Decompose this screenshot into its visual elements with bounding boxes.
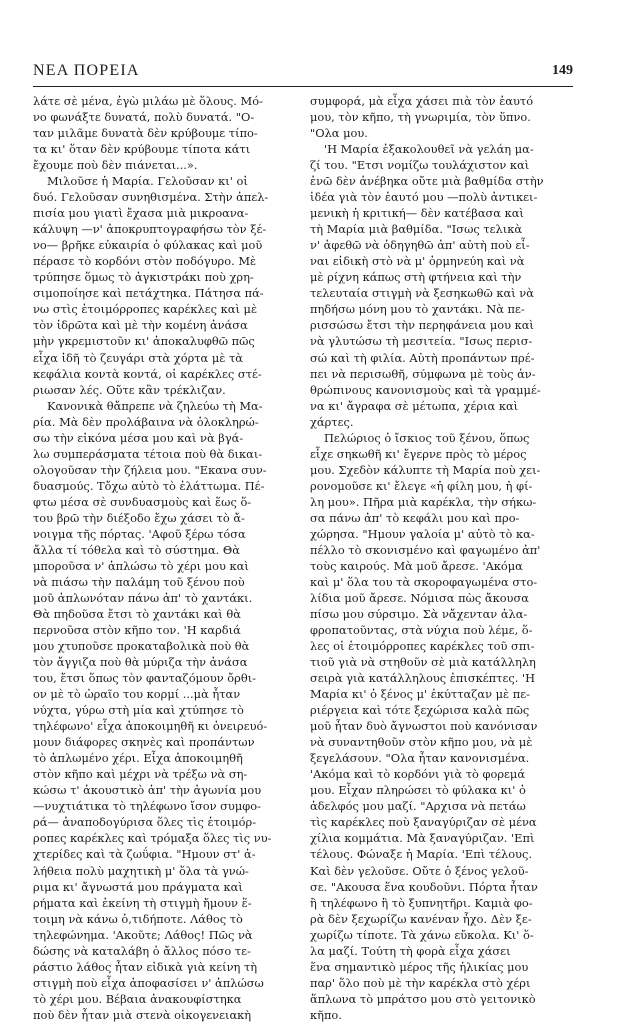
text-line: τηλέφωνο' εἶχα ἀποκοιμηθῆ κι ὀνειρευό-	[33, 719, 268, 734]
text-line: λω συμπεράσματα τέτοια ποὺ θὰ δικαι-	[33, 446, 263, 461]
text-line: ράστιο λάθος ἦταν εἰδικὰ γιὰ κείνη τὴ	[33, 959, 258, 974]
text-line: ποὺ δὲν ἦταν μιὰ στενὰ οἰκογενειακὴ	[33, 1007, 252, 1022]
text-line: ολογοῦσαν τὴν ζήλεια μου. "Εκανα συν-	[33, 462, 267, 477]
text-line: Κανονικὰ θἄπρεπε νὰ ζηλεύω τὴ Μα-	[47, 398, 263, 413]
text-line: σειρὰ γιὰ κατάλληλους ἐπισκέπτες. 'Η	[310, 671, 536, 686]
text-line: εἶχε σηκωθῆ κι' ἔγερνε πρὸς τὸ μέρος	[310, 446, 527, 461]
text-line: Πελώριος ὁ ἴσκιος τοῦ ξένου, ὅπως	[324, 430, 530, 445]
text-line: κώσω τ' ἀκουστικὸ ἀπ' τὴν ἀγωνία μου	[33, 783, 262, 798]
text-line: ρὰ δὲν ξεχωρίζω κανέναν ἦχο. Δὲν ξε-	[310, 911, 532, 926]
text-line: μου. Εἶχαν πληρώσει τὸ φύλακα κι' ὁ	[310, 783, 526, 798]
text-line: ἅπλωνα τὸ μπράτσο μου στὸ γειτονικὸ	[310, 991, 536, 1006]
text-line: λάτε σὲ μένα, ἐγὼ μιλάω μὲ ὅλους. Μό-	[33, 94, 263, 108]
text-line: ἰδέα γιὰ τὸν ἑαυτό μου —πολὺ ἀντικει-	[310, 190, 538, 205]
text-line: λήθεια πολὺ μαχητικὴ μ' ὅλα τὰ γνώ-	[33, 863, 249, 878]
right-text-column	[310, 93, 574, 1023]
text-line: ν' ἀφεθῶ νὰ ὁδηγηθῶ ἀπ' αὐτὴ ποὺ εἶ-	[310, 238, 530, 253]
journal-title: ΝΕΑ ΠΟΡΕΙΑ	[33, 62, 140, 79]
text-line: πισία μου γιατὶ ἔχασα μιὰ μικροανα-	[33, 206, 249, 221]
text-line: ρήματα καὶ ἐκείνη τὴ στιγμὴ ἤμουν ἕ-	[33, 895, 252, 910]
text-line: μὲ ρίχνη κάπως στὴ φτήνεια καὶ τὴν	[310, 270, 522, 285]
text-line: παρ' ὅλο ποὺ μὲ τὴν καρέκλα στὸ χέρι	[310, 975, 531, 990]
text-line: "Ολα μου.	[310, 126, 368, 141]
running-header	[33, 62, 573, 86]
text-line: εἶχα ἰδῆ τὸ ζευγάρι στὰ χόρτα μὲ τὰ	[33, 350, 244, 365]
text-line: ἐνῶ δὲν ἀνέβηκα οὔτε μιὰ βαθμίδα στὴν	[310, 174, 544, 189]
text-line: να κι' ἄγραφα σὲ μέτωπα, χέρια καὶ	[310, 398, 519, 413]
page-number: 149	[552, 63, 573, 78]
text-line: μου. Σχεδὸν κάλυπτε τὴ Μαρία ποὺ χει-	[310, 462, 541, 477]
text-line: 'Ακόμα καὶ τὸ κορδόνι γιὰ τὸ φορεμά	[310, 767, 526, 782]
text-line: Καὶ δὲν γελοῦσε. Οὔτε ὁ ξένος γελοῦ-	[310, 863, 529, 878]
text-line: ριωσαν λές. Οὔτε κἂν τρέκλιζαν.	[33, 382, 226, 397]
text-line: ἔχουμε ποὺ δὲν πιάνεται...».	[33, 158, 198, 173]
text-line: τὴ Μαρία μιὰ βαθμίδα. "Ισως τελικὰ	[310, 222, 523, 237]
text-line: μενικὴ ἡ κριτική— δὲν κατέβασα καὶ	[310, 206, 524, 221]
text-line: πει νὰ περισωθῆ, σύμφωνα μὲ τοὺς ἀν-	[310, 366, 536, 381]
text-line: μὴν γκρεμιστοῦν κι' ἀποκαλυφθῶ πῶς	[33, 334, 255, 349]
text-line: τελευταία στιγμὴ νὰ ξεσηκωθῶ καὶ νὰ	[310, 286, 534, 301]
text-line: ἕνα σημαντικὸ μέρος τῆς ἡλικίας μου	[310, 959, 529, 974]
text-line: λίδια μοῦ ἄρεσε. Νόμισα πὼς ἄκουσα	[310, 590, 529, 605]
text-line: τὸν ἱδρῶτα καὶ μὲ τὴν κομένη ἀνάσα	[33, 318, 248, 333]
text-line: σώ καὶ τὴ φιλία. Αὐτὴ προπάντων πρέ-	[310, 350, 535, 365]
text-line: ἀδελφός μου μαζί. "Αρχισα νὰ πετάω	[310, 799, 526, 814]
text-line: θρώπινους κανονισμοὺς καὶ τὰ γραμμέ-	[310, 382, 541, 397]
text-line: Μαρία κι' ὁ ξένος μ' ἐκύτταζαν μὲ πε-	[310, 687, 530, 702]
text-line: πίσω μου σύρσιμο. Σὰ νἄχενταν ἀλα-	[310, 607, 528, 621]
text-line: Μιλοῦσε ἡ Μαρία. Γελοῦσαν κι' οἱ	[47, 174, 248, 189]
text-line: χώρησα. "Ημουν γαλοία μ' αὐτὸ τὸ κα-	[310, 526, 535, 541]
text-line: πηδήσω μόνη μου τὸ χαντάκι. Νὰ πε-	[310, 302, 525, 317]
text-line: χίλια κομμάτια. Μὰ ξαναγύριζαν. 'Επὶ	[310, 831, 535, 846]
text-line: μοῦ ἦταν δυὸ ἄγνωστοι ποὺ κανόνισαν	[310, 719, 538, 734]
text-line: λα μαζί. Τούτη τὴ φορὰ εἶχα χάσει	[310, 943, 511, 958]
text-line: σα πάνω ἀπ' τὸ κεφάλι μου καὶ προ-	[310, 510, 520, 525]
text-line: —νυχτιάτικα τὸ τηλέφωνο ἴσον συμφο-	[33, 799, 261, 814]
text-line: καὶ μ' ὅλα του τὰ σκοροφαγωμένα στο-	[310, 574, 538, 589]
text-line: μου χτυποῦσε προκαταβολικὰ ποὺ θὰ	[33, 639, 250, 654]
text-line: ζί του. "Ετσι νομίζω τουλάχιστον καὶ	[310, 158, 530, 173]
text-line: νὰ πιάσω τὴν παλάμη τοῦ ξένου ποὺ	[33, 574, 245, 589]
text-line: δυασμούς. Τὄχω αὐτὸ τὸ ἐλάττωμα. Πέ-	[33, 478, 265, 493]
text-line: ναι εἰδικὴ στὸ νὰ μ' ὁρμηνεύη καὶ νὰ	[310, 254, 525, 269]
text-line: φτω μέσα σὲ συνδυασμοὺς καὶ ἕως ὅ-	[33, 494, 252, 509]
text-line: νο— βρῆκε εὐκαιρία ὁ φύλακας καὶ μοῦ	[33, 238, 263, 253]
text-line: μποροῦσα ν' ἁπλώσω τὸ χέρι μου καὶ	[33, 558, 249, 573]
header-rule	[33, 86, 573, 87]
text-line: κῆπο.	[310, 1007, 342, 1022]
text-line: τρύπησε ὅμως τὸ ἀγκιστράκι ποὺ χρη-	[33, 270, 254, 285]
text-line: χάρτες.	[310, 414, 354, 429]
text-line: τηλεφώνημα. 'Ακοῦτε; Λάθος! Πῶς νὰ	[33, 927, 253, 942]
text-line: περνοῦσα στὸν κῆπο τον. 'Η καρδιά	[33, 623, 241, 638]
text-line: χτερίδες καὶ τὰ ζωΰφια. "Ημουν στ' ἀ-	[33, 847, 256, 862]
text-line: πέλλο τὸ σκονισμένο καὶ φαγωμένο ἀπ'	[310, 542, 541, 557]
text-line: λη μου». Πῆρα μιὰ καρέκλα, τὴν σήκω-	[310, 494, 537, 509]
text-line: ξεγελάσουν. "Ολα ἦταν κανονισμένα.	[310, 751, 530, 766]
text-line: δώσης νὰ καταλάβη ὁ ἄλλος πόσο τε-	[33, 943, 251, 958]
text-line: ἄλλα τί τόθελα καὶ τὸ σύστημα. Θὰ	[33, 542, 240, 557]
text-line: μου, τὸν κῆπο, τὴ γνωριμία, τὸν ὕπνο.	[310, 110, 531, 125]
text-line: στιγμὴ ποὺ εἶχα ἀποφασίσει ν' ἁπλώσω	[33, 975, 264, 990]
text-line: σω τὴν εἰκόνα μέσα μου καὶ νὰ βγά-	[33, 430, 244, 445]
text-line: σιμοποίησε καὶ πετάχτηκα. Πάτησα πά-	[33, 286, 264, 301]
text-line: ον μὲ τὸ ὡραῖο του κορμί ...μὰ ἦταν	[33, 687, 241, 702]
text-line: κάλυψη —ν' ἀποκρυπτογραφήσω τὸν ξέ-	[33, 222, 267, 237]
text-line: τοὺς καιρούς. Μὰ μοῦ ἄρεσε. 'Ακόμα	[310, 558, 523, 573]
text-line: συμφορά, μὰ εἶχα χάσει πιὰ τὸν ἑαυτό	[310, 94, 534, 108]
text-line: ρία. Μὰ δὲν προλάβαινα νὰ ὁλοκληρώ-	[33, 414, 259, 429]
text-line: ριμα κι' ἄγνωστά μου πράγματα καὶ	[33, 879, 243, 894]
text-line: μοῦ ἁπλωνόταν πάνω ἀπ' τὸ χαντάκι.	[33, 590, 253, 605]
text-line: χωρίζω τίποτε. Τὰ χάνω εὔκολα. Κι' ὅ-	[310, 927, 534, 942]
text-line: νὰ συναντηθοῦν στὸν κῆπο μου, νὰ μὲ	[310, 735, 533, 750]
text-line: ρονομοῦσε κι' ἔλεγε «ἡ φίλη μου, ἡ φί-	[310, 478, 533, 493]
text-line: φροπατοῦντας, στὰ νύχια ποὺ λέμε, ὅ-	[310, 623, 533, 638]
text-line: πέρασε τὸ κορδόνι στὸν ποδόγυρο. Μὲ	[33, 254, 257, 269]
text-line: νο φωνάξτε δυνατά, πολὺ δυνατά. "Ο-	[33, 110, 255, 125]
text-line: νύχτα, γύρω στὴ μία καὶ χτύπησε τὸ	[33, 703, 244, 718]
text-line: τιοῦ γιὰ νὰ στηθοῦν σὲ μιὰ κατάλληλη	[310, 655, 536, 670]
text-line: 'Η Μαρία ἐξακολουθεῖ νὰ γελάη μα-	[324, 142, 534, 157]
text-line: Θὰ πηδοῦσα ἔτσι τὸ χαντάκι καὶ θὰ	[33, 607, 241, 621]
text-line: του, ἔτσι ὅπως τὸν φανταζόμουν ὄρθι-	[33, 671, 257, 686]
text-line: μουν διάφορες σκηνὲς καὶ προπάντων	[33, 735, 255, 750]
text-line: τὸ χέρι μου. Βέβαια ἀνακουφίστηκα	[33, 991, 242, 1006]
text-line: τὶς καρέκλες ποὺ ξαναγύριζαν σὲ μένα	[310, 815, 537, 830]
text-line: τα κι' ὅταν δὲν κρύβουμε τίποτα κάτι	[33, 142, 251, 157]
text-line: νοιγμα τῆς πόρτας. 'Αφοῦ ξέρω τόσα	[33, 526, 246, 541]
text-line: ροπες καρέκλες καὶ τρόμαξα ὅλες τὶς νυ-	[33, 831, 272, 846]
text-line: τὸ ἁπλωμένο χέρι. Εἶχα ἀποκοιμηθῆ	[33, 751, 243, 766]
text-line: τέλους. Φώναξε ἡ Μαρία. 'Επὶ τέλους.	[310, 847, 532, 862]
text-line: στὸν κῆπο καὶ μέχρι νὰ τρέξω νὰ ση-	[33, 767, 248, 782]
text-line: κεφάλια κοντὰ κοντά, οἱ καρέκλες στέ-	[33, 366, 262, 381]
text-line: δυό. Γελοῦσαν συνηθισμένα. Στὴν ἀπελ-	[33, 190, 269, 205]
text-line: τοιμη νὰ κάνω ὁ,τιδήποτε. Λάθος τὸ	[33, 911, 243, 926]
text-line: ἢ τηλέφωνο ἢ τὸ ξυπνητῆρι. Καμιὰ φο-	[310, 895, 533, 910]
text-line: του βρῶ τὴν διέξοδο ἔχω χάσει τὸ ἄ-	[33, 510, 245, 525]
text-line: ρά— ἀναποδογύρισα ὅλες τὶς ἑτοιμόρ-	[33, 815, 257, 830]
text-line: νὰ γλυτώσω τὴ μεσιτεία. "Ισως περισ-	[310, 334, 533, 349]
text-line: λες οἱ ἑτοιμόρροπες καρέκλες τοῦ σπι-	[310, 639, 535, 654]
text-line: ριέργεια καὶ τότε ξεχώρισα καλὰ πῶς	[310, 703, 530, 718]
text-line: νω στὶς ἑτοιμόρροπες καρέκλες καὶ μὲ	[33, 302, 258, 317]
text-line: ρισσώσω ἔτσι τὴν περηφάνεια μου καὶ	[310, 318, 534, 333]
left-text-column	[33, 93, 297, 1023]
text-line: ταν μιλᾶμε δυνατὰ δὲν κρύβουμε τίπο-	[33, 126, 258, 141]
text-line: σε. "Ακουσα ἕνα κουδοῦνι. Πόρτα ἦταν	[310, 879, 538, 894]
text-line: τὸν ἄγγιζα ποὺ θὰ μύριζα τὴν ἀνάσα	[33, 655, 248, 670]
